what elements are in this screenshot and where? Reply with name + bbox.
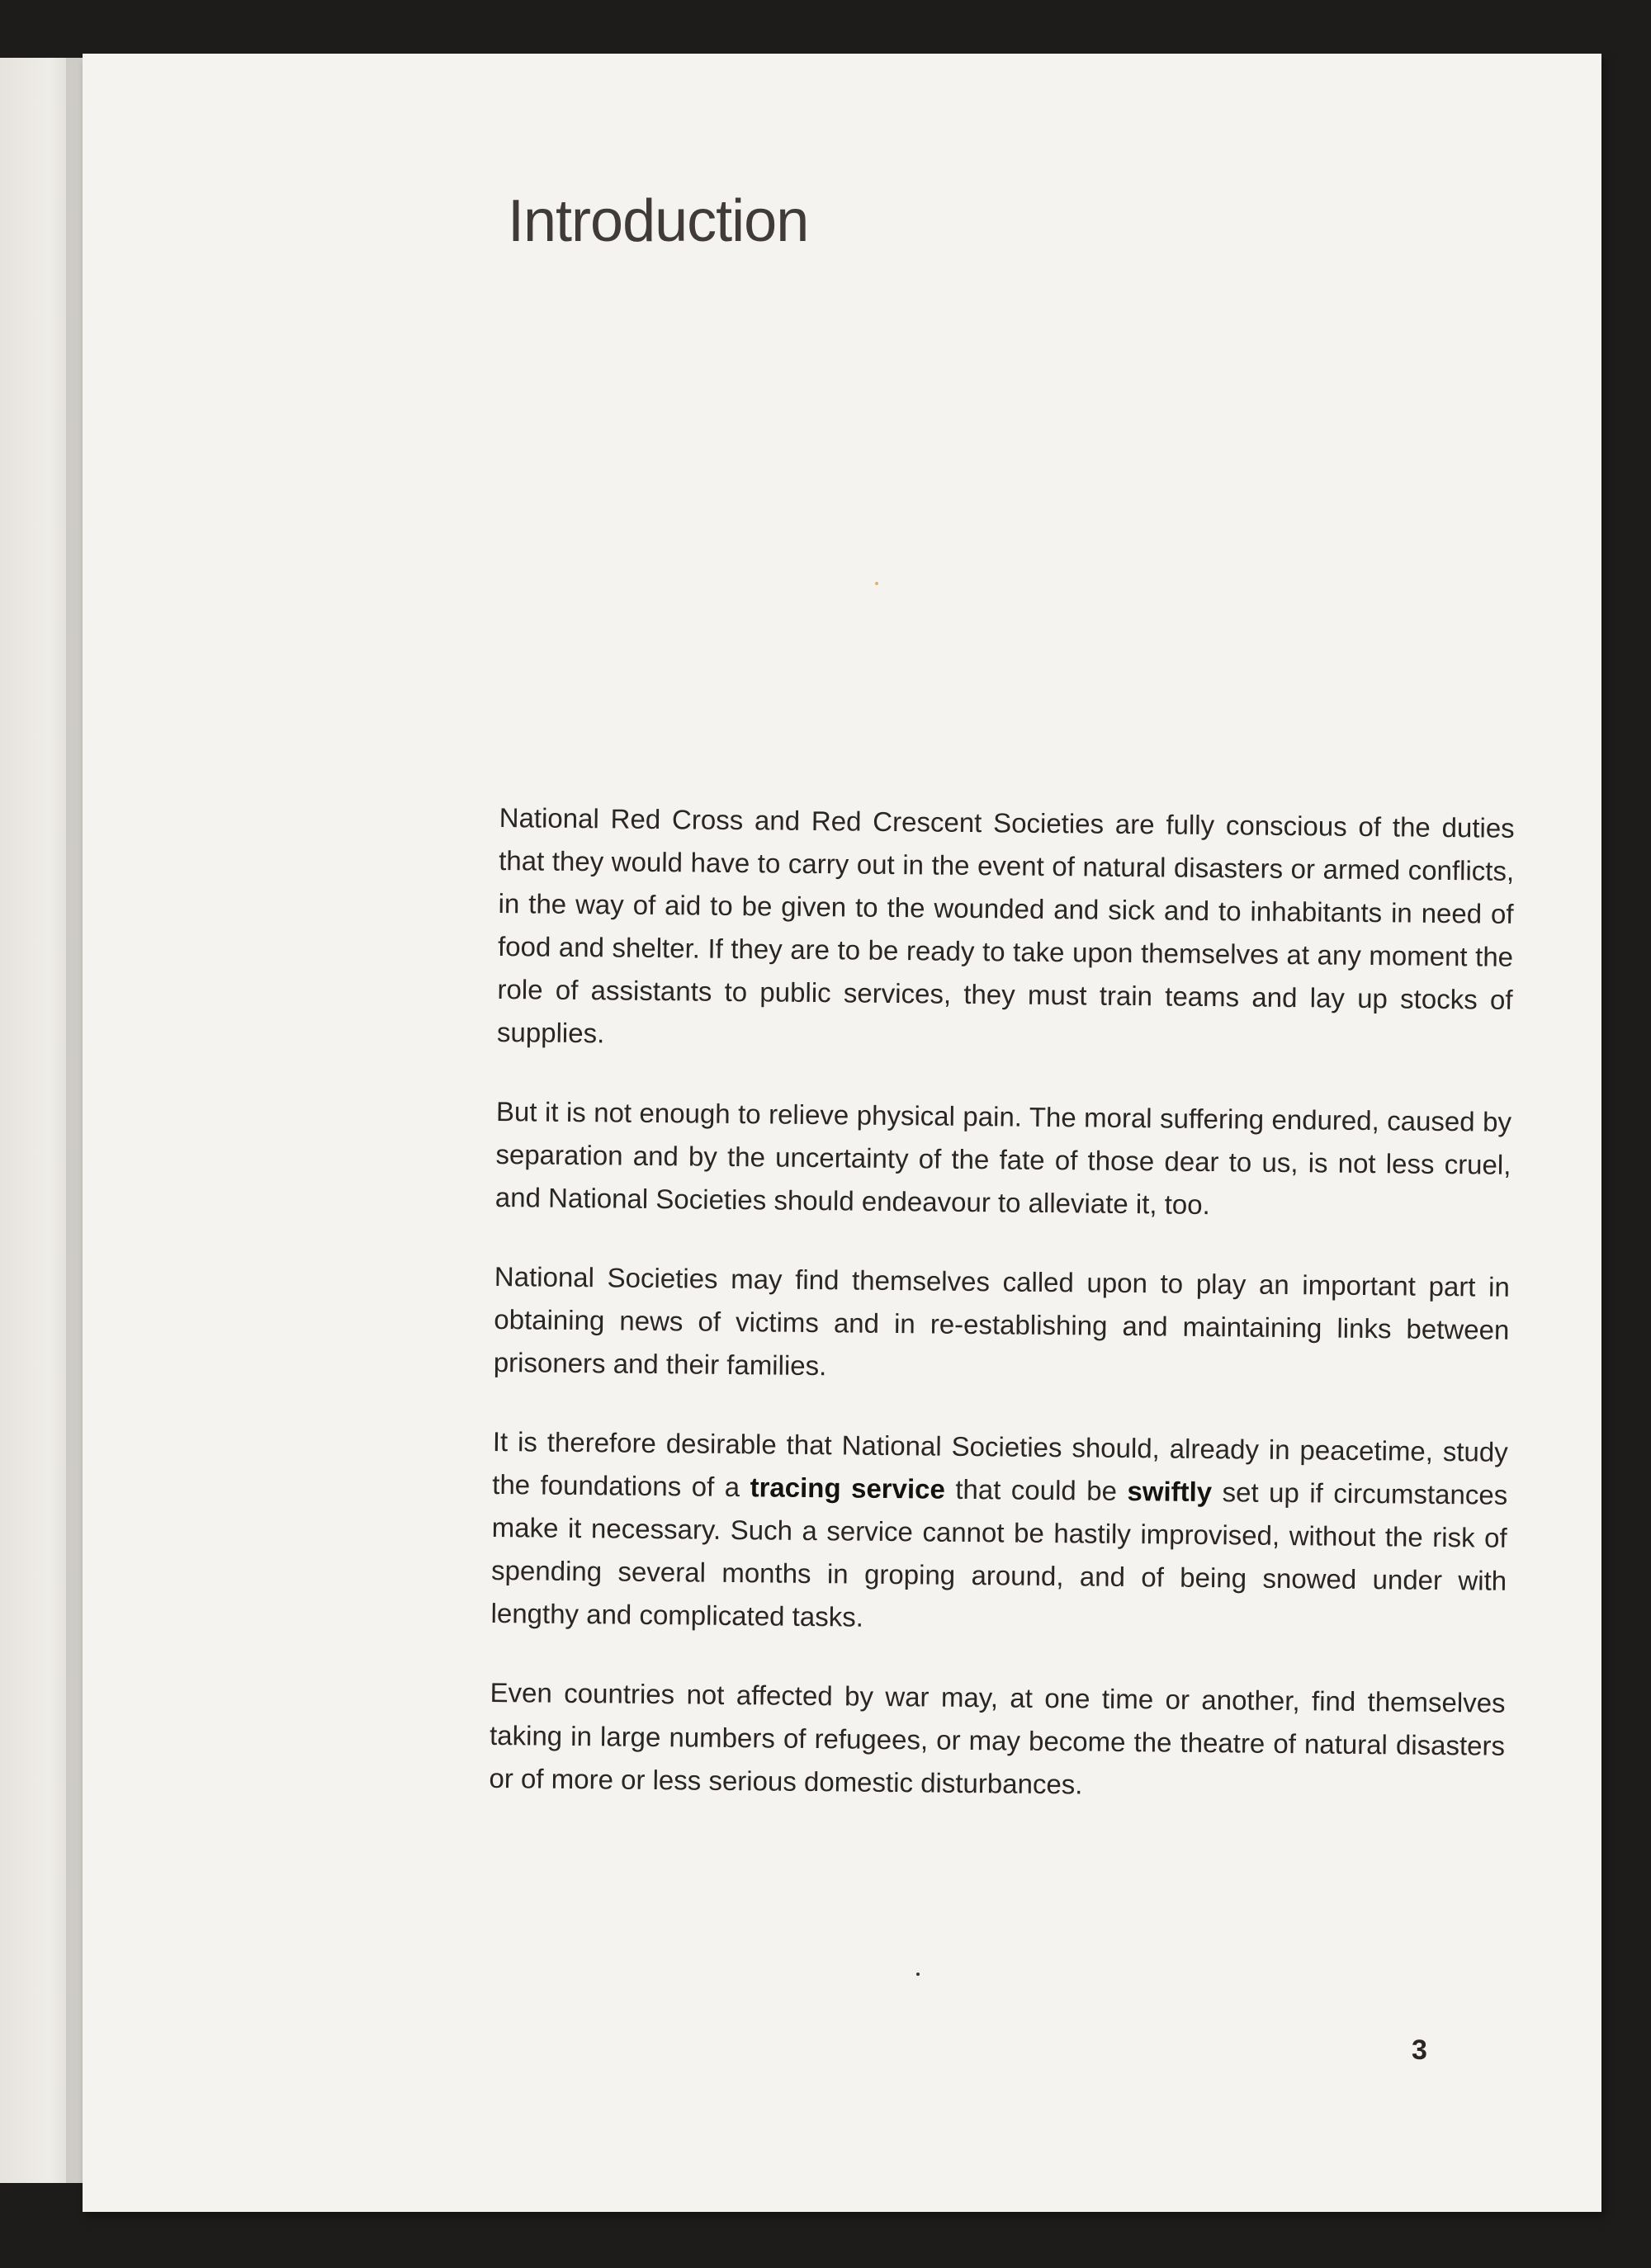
paragraph-4: [490, 1420, 1508, 1646]
emphasis-tracing-service: tracing service: [750, 1472, 946, 1505]
page-title: Introduction: [508, 188, 809, 254]
paragraph-2: [495, 1090, 1512, 1230]
paragraph-3: [494, 1255, 1511, 1395]
paragraph-text: National Red Cross and Red Crescent Societies are fully conscious of the duties that they would have to carry out in the event of natural disasters or armed conflicts, in the way of aid to be given to the wounded and sick and to inhabitants in need of food and shelter. If they are to be ready to take upon themselves at any moment the role of assistants to public services, they must train teams and lay up stocks of supplies.: [496, 801, 1515, 1049]
paragraph-1: [497, 796, 1515, 1065]
paper-speck: [916, 1973, 920, 1976]
paragraph-text: Even countries not affected by war may, at one time or another, find themselves taking in large numbers of refugees, or may become the theatre of natural disasters or of more or less serious domestic disturbances.: [489, 1676, 1506, 1800]
emphasis-swiftly: swiftly: [1127, 1476, 1213, 1508]
body-text: [489, 796, 1515, 1847]
page-number: 3: [1412, 2034, 1427, 2066]
paragraph-text: But it is not enough to relieve physical pain. The moral suffering endured, caused by separation and by the uncertainty of the fate of those dear to us, is not less cruel, and National Societies should endeavour to alleviate it, too.: [494, 1095, 1512, 1221]
paper-speck: [875, 582, 878, 585]
paragraph-text: It is therefore desirable that National Societies should, already in peacetime, study the foundations of a: [492, 1425, 1508, 1503]
paragraph-text: set up if circumstances make it necessary. Such a service cannot be hastily improvised, without the risk of spending several months in groping around, and of being snowed under with lengthy and complicated tasks.: [490, 1477, 1508, 1632]
document-page: [83, 54, 1601, 2212]
paragraph-5: [489, 1671, 1506, 1811]
paragraph-text: that could be: [944, 1473, 1128, 1507]
paragraph-text: National Societies may find themselves called upon to play an important part in obtaining news of victims and in re-establishing and maintaining links between prisoners and their families.: [493, 1260, 1511, 1382]
